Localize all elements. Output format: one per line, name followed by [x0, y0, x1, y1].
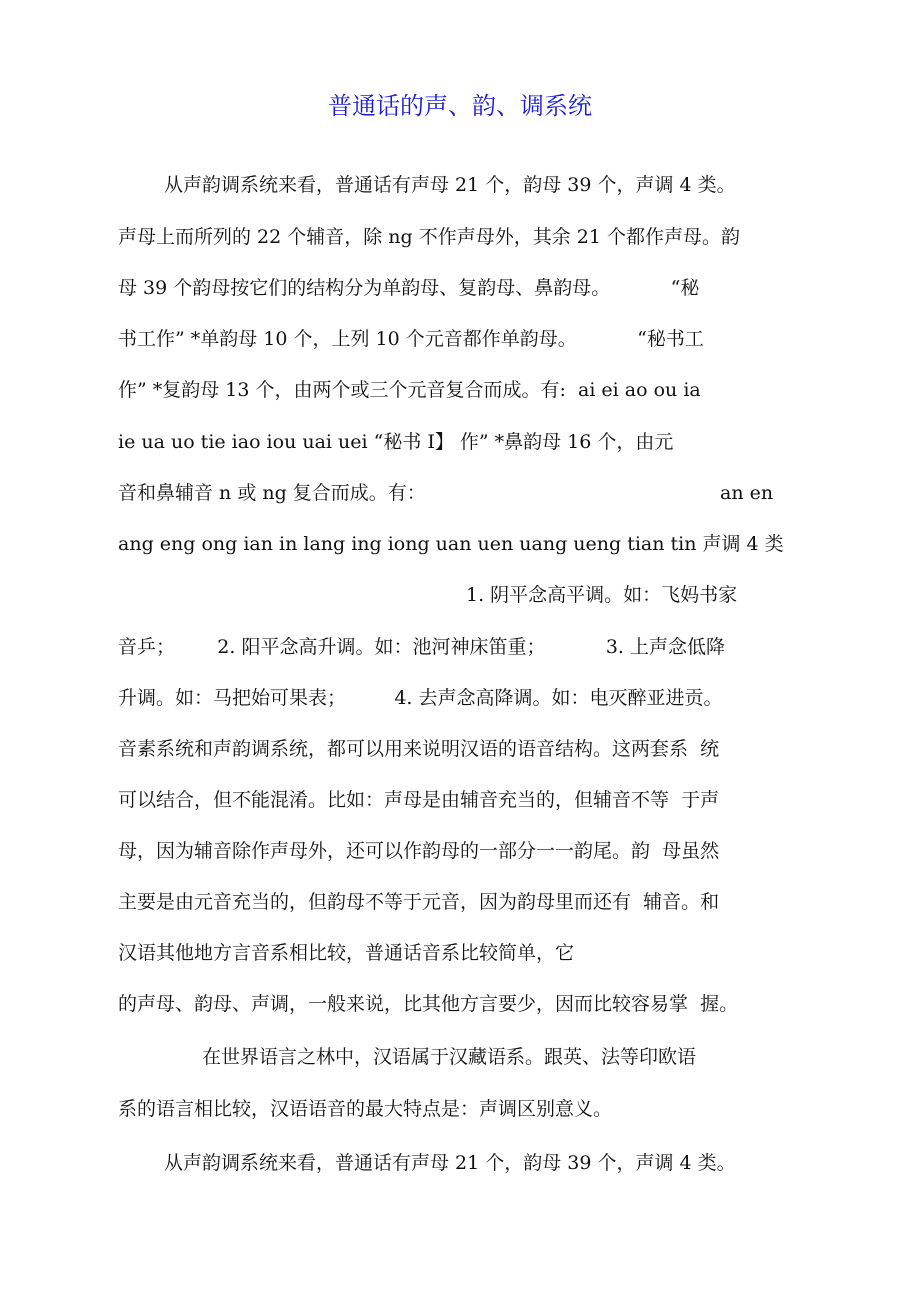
text-line: 母，因为辅音除作声母外，还可以作韵母的一部分一一韵尾。韵 母虽然: [118, 840, 720, 862]
text-line: 可以结合，但不能混淆。比如：声母是由辅音充当的，但辅音不等 于声: [118, 789, 720, 811]
text-line: 升调。如：马把始可果表； 4. 去声念高降调。如：电灭醉亚进贡。: [118, 687, 723, 709]
text-line: 作” *复韵母 13 个，由两个或三个元音复合而成。有: ai ei ao ou ia: [118, 379, 701, 401]
text-line: 书工作” *单韵母 10 个，上列 10 个元音都作单韵母。 “秘书工: [118, 328, 704, 350]
text-line: 音乒； 2. 阳平念高升调。如：池河神床笛重； 3. 上声念低降: [118, 636, 726, 658]
page-title: 普通话的声、韵、调系统: [328, 92, 592, 120]
text-line: 从声韵调系统来看，普通话有声母 21 个，韵母 39 个，声调 4 类。: [164, 1152, 736, 1174]
text-line: ang eng ong ian in lang ing iong uan uen uang ueng tian tin 声调 4 类: [118, 533, 784, 555]
text-line: 汉语其他地方言音系相比较，普通话音系比较简单，它: [118, 942, 575, 964]
text-line: 从声韵调系统来看，普通话有声母 21 个，韵母 39 个，声调 4 类。: [164, 174, 736, 196]
text-line: 1. 阴平念高平调。如：飞妈书家: [466, 584, 738, 606]
text-line: 音素系统和声韵调系统，都可以用来说明汉语的语音结构。这两套系 统: [118, 738, 720, 760]
text-line: 音和鼻辅音 n 或 ng 复合而成。有：: [118, 482, 426, 504]
text-line: 主要是由元音充当的，但韵母不等于元音，因为韵母里而还有 辅音。和: [118, 891, 720, 913]
text-line: 的声母、韵母、声调，一般来说，比其他方言要少，因而比较容易掌 握。: [118, 993, 739, 1015]
text-line: 声母上而所列的 22 个辅音，除 ng 不作声母外，其余 21 个都作声母。韵: [118, 226, 740, 248]
text-line: an en: [720, 482, 774, 504]
text-line: 母 39 个韵母按它们的结构分为单韵母、复韵母、鼻韵母。 “秘: [118, 277, 700, 299]
text-line: ie ua uo tie iao iou uai uei “秘书 I】 作” *鼻韵母 16 个，由元: [118, 431, 674, 453]
text-line: 系的语言相比较，汉语语音的最大特点是：声调区别意义。: [118, 1098, 613, 1120]
text-line: 在世界语言之林中，汉语属于汉藏语系。跟英、法等印欧语: [202, 1046, 697, 1068]
